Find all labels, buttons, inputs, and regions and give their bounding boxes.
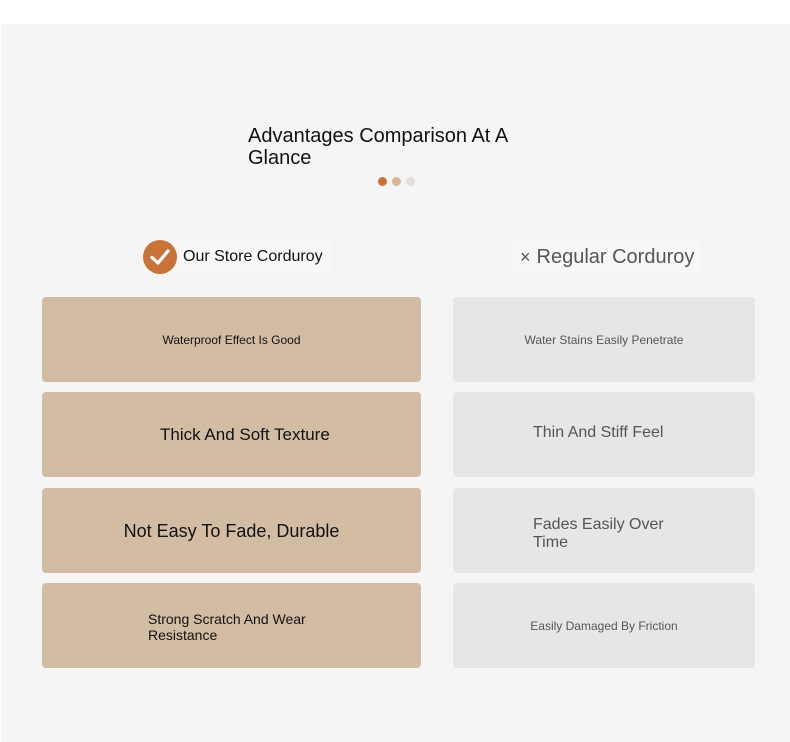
regular-item-1-label: Water Stains Easily Penetrate [515,329,694,351]
check-icon [143,240,177,274]
regular-heading [514,241,700,273]
regular-item-1 [453,297,755,382]
x-icon: × [520,246,531,267]
ours-item-1 [42,297,421,382]
carousel-dots [378,177,415,186]
regular-item-2-label: Thin And Stiff Feel [523,420,693,446]
ours-item-4 [42,583,421,668]
ours-item-3 [42,488,421,573]
regular-item-2 [453,392,755,477]
our-store-heading [143,240,331,274]
regular-item-4-label: Easily Damaged By Friction [520,615,687,637]
carousel-dot-1[interactable] [378,177,387,186]
our-store-heading-label: Our Store Corduroy [183,248,323,265]
carousel-dot-3[interactable] [406,177,415,186]
regular-item-3 [453,488,755,573]
regular-heading-label: Regular Corduroy [536,245,695,268]
ours-item-2 [42,392,421,477]
ours-item-3-label: Not Easy To Fade, Durable [114,517,350,545]
ours-item-1-label: Waterproof Effect Is Good [152,329,310,351]
regular-item-4 [453,583,755,668]
ours-item-2-label: Thick And Soft Texture [150,422,340,447]
regular-item-3-label: Fades Easily Over Time [523,512,703,556]
carousel-dot-2[interactable] [392,177,401,186]
page-title: Advantages Comparison At A Glance [248,125,508,169]
ours-item-4-label: Strong Scratch And Wear Resistance [138,607,368,647]
